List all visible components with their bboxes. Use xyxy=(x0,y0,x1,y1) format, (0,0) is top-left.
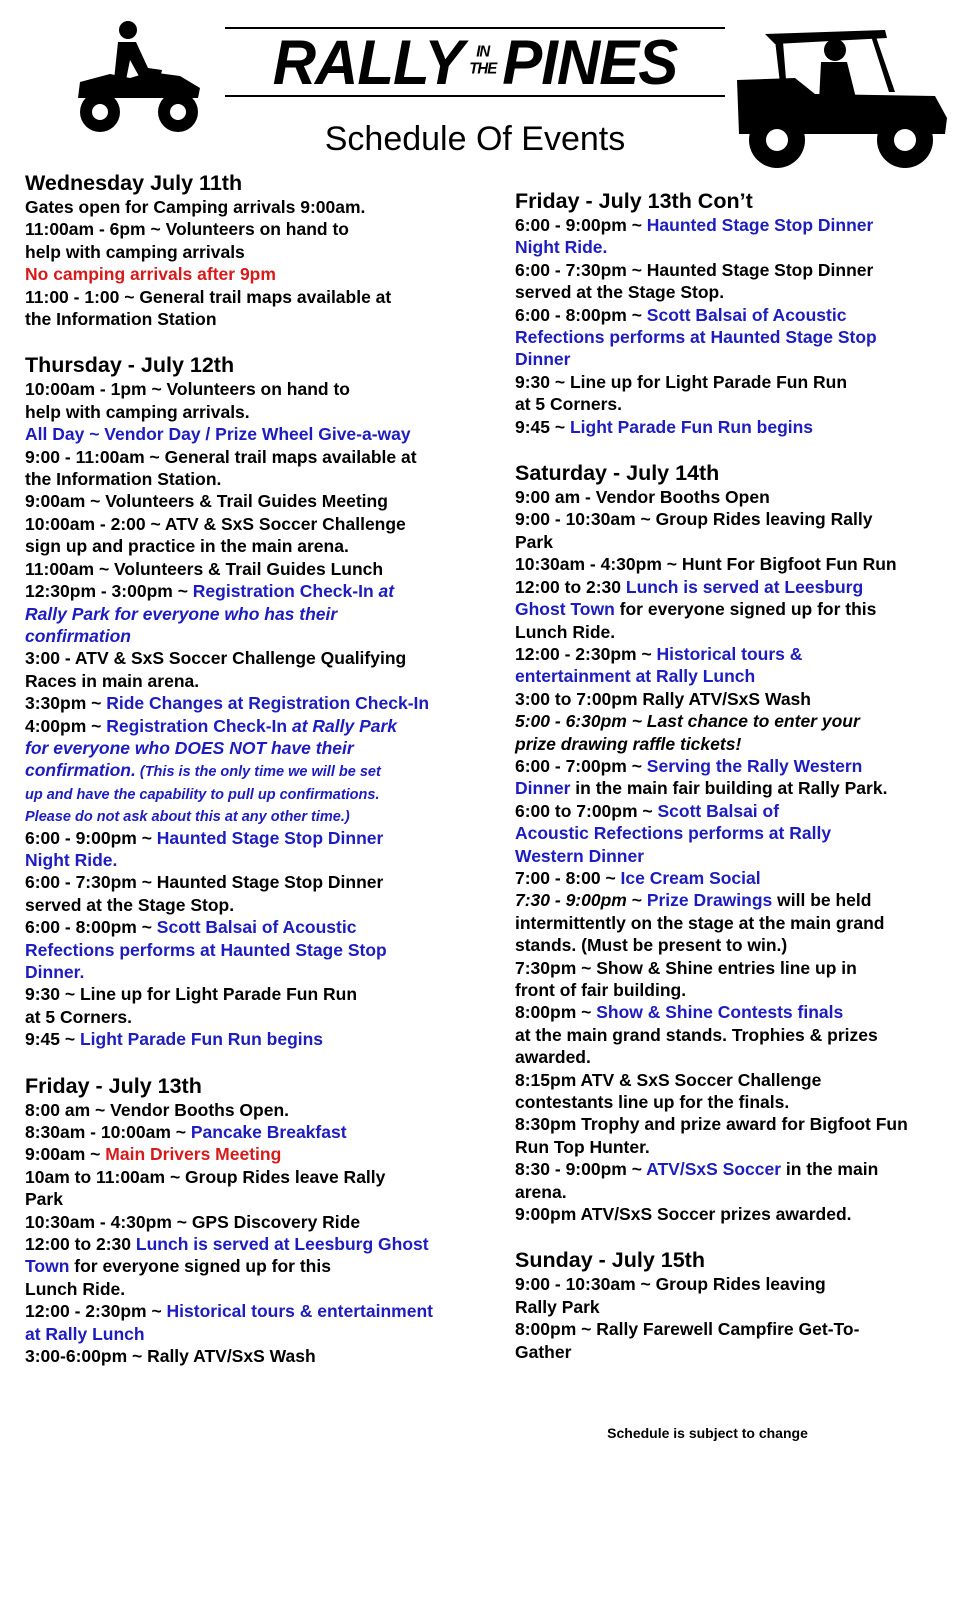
schedule-line xyxy=(25,782,490,804)
schedule-text-blue: Haunted Stage Stop Dinner xyxy=(646,215,874,235)
schedule-text: 12:30pm - 3:00pm ~ xyxy=(25,581,193,602)
schedule-text: at 5 Corners. xyxy=(515,394,622,415)
schedule-line xyxy=(25,849,490,871)
schedule-text: 8:30 - 9:00pm ~ xyxy=(515,1159,647,1180)
schedule-left-column xyxy=(25,170,490,1390)
schedule-line xyxy=(25,1188,490,1210)
schedule-line xyxy=(515,1318,955,1340)
schedule-line xyxy=(515,508,955,530)
schedule-text: at 5 Corners. xyxy=(25,1006,132,1027)
schedule-text: Park xyxy=(515,531,553,552)
schedule-text-blue: Scott Balsai of Acoustic xyxy=(156,917,357,938)
schedule-line xyxy=(515,326,955,348)
schedule-line xyxy=(25,401,490,423)
schedule-text-blue: Western Dinner xyxy=(515,845,645,866)
schedule-line xyxy=(515,979,955,1001)
day-heading: Wednesday July 11th xyxy=(25,171,243,195)
schedule-text-blue: Registration Check-In xyxy=(192,581,374,602)
schedule-line xyxy=(25,1166,490,1188)
day-section-thursday-july-12th xyxy=(25,352,490,1050)
day-heading: Saturday - July 14th xyxy=(515,461,720,486)
schedule-text: in the main xyxy=(781,1159,879,1180)
schedule-line xyxy=(515,845,955,867)
schedule-line xyxy=(25,737,490,759)
schedule-line xyxy=(515,1001,955,1023)
schedule-text: 10:30am - 4:30pm ~ GPS Discovery Ride xyxy=(25,1211,361,1232)
schedule-text: front of fair building. xyxy=(515,980,687,1000)
schedule-text-blue: Night Ride. xyxy=(25,849,118,870)
schedule-line xyxy=(25,1300,490,1322)
schedule-line xyxy=(515,598,955,620)
title-the: THE xyxy=(469,59,497,78)
schedule-text: 10:00am - 1pm ~ Volunteers on hand to xyxy=(25,379,350,400)
schedule-line xyxy=(25,827,490,849)
schedule-line xyxy=(515,416,955,438)
schedule-line xyxy=(25,378,490,400)
schedule-line xyxy=(515,1136,955,1158)
title-rally: RALLY xyxy=(272,27,464,98)
schedule-line xyxy=(25,535,490,557)
schedule-text: 12:00 to 2:30 xyxy=(25,1234,136,1255)
schedule-line xyxy=(25,1099,490,1121)
schedule-text-blue-note: up and have the capability to pull up confirmations. xyxy=(25,786,380,803)
schedule-text: 9:00 am - Vendor Booths Open xyxy=(515,487,770,508)
schedule-line xyxy=(515,259,955,281)
schedule-line xyxy=(515,1181,955,1203)
schedule-line xyxy=(515,1296,955,1318)
schedule-line xyxy=(25,1278,490,1300)
schedule-text: 9:30 ~ Line up for Light Parade Fun Run xyxy=(515,371,848,392)
schedule-text: in the main fair building at Rally Park. xyxy=(570,778,888,799)
schedule-line xyxy=(25,286,490,308)
schedule-text-blue: Pancake Breakfast xyxy=(190,1122,347,1143)
schedule-line xyxy=(25,1006,490,1028)
schedule-line xyxy=(515,621,955,643)
schedule-text-blue: Dinner. xyxy=(25,962,85,982)
schedule-text: awarded. xyxy=(515,1047,591,1068)
schedule-text-blue-it: confirmation. xyxy=(25,760,136,781)
title-bottom-rule xyxy=(225,95,725,97)
schedule-line xyxy=(515,1046,955,1068)
schedule-line xyxy=(515,576,955,598)
schedule-text-red: Main Drivers Meeting xyxy=(105,1144,282,1165)
day-section-friday-july-13th-con-t xyxy=(515,188,955,438)
schedule-text: 6:00 - 8:00pm ~ xyxy=(515,304,647,325)
schedule-text: 7:00 - 8:00 ~ xyxy=(515,867,621,888)
schedule-line xyxy=(25,1255,490,1277)
day-section-wednesday-july-11th xyxy=(25,170,490,330)
schedule-text: ~ xyxy=(626,890,647,911)
schedule-line xyxy=(25,263,490,285)
event-title xyxy=(225,25,725,158)
schedule-text: intermittently on the stage at the main grand xyxy=(515,912,885,933)
schedule-line xyxy=(25,241,490,263)
schedule-line xyxy=(25,490,490,512)
schedule-line xyxy=(25,692,490,714)
schedule-text-blue: Dinner xyxy=(515,778,571,799)
schedule-line xyxy=(25,894,490,916)
schedule-text-blue: Haunted Stage Stop Dinner xyxy=(156,827,384,848)
schedule-text-blue: Night Ride. xyxy=(515,237,608,258)
schedule-line xyxy=(515,934,955,956)
schedule-line xyxy=(515,214,955,236)
schedule-text: at the main grand stands. Trophies & prizes xyxy=(515,1024,878,1045)
schedule-line xyxy=(515,822,955,844)
schedule-line xyxy=(25,603,490,625)
schedule-line xyxy=(25,468,490,490)
day-heading: Thursday - July 12th xyxy=(25,353,235,378)
day-section-friday-july-13th xyxy=(25,1073,490,1368)
schedule-text: 6:00 - 7:30pm ~ Haunted Stage Stop Dinner xyxy=(25,872,384,893)
schedule-text-red: No camping arrivals after 9pm xyxy=(25,264,276,285)
schedule-text-it: 5:00 - 6:30pm ~ Last chance to enter your xyxy=(515,711,860,732)
schedule-text: Run Top Hunter. xyxy=(515,1136,650,1157)
schedule-text-blue: ATV/SxS Soccer xyxy=(646,1159,782,1180)
schedule-text: Lunch Ride. xyxy=(25,1278,126,1299)
schedule-text: 9:00 - 10:30am ~ Group Rides leaving xyxy=(515,1274,826,1295)
schedule-text-blue: Scott Balsai of Acoustic xyxy=(646,304,847,325)
schedule-line xyxy=(515,531,955,553)
title-pines: PINES xyxy=(502,27,678,98)
schedule-text-blue: Historical tours & entertainment xyxy=(166,1301,433,1322)
day-heading: Sunday - July 15th xyxy=(515,1248,705,1273)
schedule-text: 8:00pm ~ Rally Farewell Campfire Get-To- xyxy=(515,1319,860,1340)
schedule-line xyxy=(25,939,490,961)
schedule-line xyxy=(515,1203,955,1225)
schedule-text: 8:15pm ATV & SxS Soccer Challenge xyxy=(515,1069,822,1090)
schedule-line xyxy=(515,348,955,370)
schedule-text: 9:00am ~ xyxy=(25,1144,106,1165)
schedule-text: the Information Station. xyxy=(25,469,222,490)
schedule-text: 3:00 - ATV & SxS Soccer Challenge Qualifying xyxy=(25,648,407,669)
schedule-text-blue: Show & Shine Contests finals xyxy=(596,1002,844,1023)
schedule-line xyxy=(515,957,955,979)
schedule-line xyxy=(25,1323,490,1345)
schedule-text: 6:00 - 7:30pm ~ Haunted Stage Stop Dinner xyxy=(515,259,874,280)
schedule-line xyxy=(515,912,955,934)
day-heading: Friday - July 13th Con’t xyxy=(515,189,753,213)
schedule-line xyxy=(515,665,955,687)
schedule-line xyxy=(515,800,955,822)
schedule-text: 4:00pm ~ xyxy=(25,715,107,736)
schedule-text: 12:00 - 2:30pm ~ xyxy=(515,643,657,664)
schedule-text-blue-it: Rally Park for everyone who has their xyxy=(25,603,338,624)
schedule-text: 9:00am ~ Volunteers & Trail Guides Meeting xyxy=(25,491,388,512)
schedule-line xyxy=(25,715,490,737)
schedule-text: 6:00 - 9:00pm ~ xyxy=(515,215,647,235)
schedule-text-blue: Ride Changes at Registration Check-In xyxy=(106,693,430,714)
schedule-line xyxy=(25,1345,490,1367)
schedule-line xyxy=(25,196,490,218)
schedule-text: 3:00 to 7:00pm Rally ATV/SxS Wash xyxy=(515,688,811,709)
day-heading: Friday - July 13th xyxy=(25,1073,202,1098)
schedule-line xyxy=(515,236,955,258)
schedule-text: the Information Station xyxy=(25,309,217,330)
schedule-text-blue: Light Parade Fun Run begins xyxy=(569,416,814,437)
day-section-saturday-july-14th xyxy=(515,460,955,1225)
schedule-line xyxy=(515,1341,955,1363)
schedule-text-blue: Scott Balsai of xyxy=(657,800,780,821)
schedule-text: contestants line up for the finals. xyxy=(515,1092,790,1113)
schedule-text: Rally Park xyxy=(515,1296,600,1317)
schedule-text: 9:00pm ATV/SxS Soccer prizes awarded. xyxy=(515,1204,852,1225)
schedule-line xyxy=(25,308,490,330)
schedule-line xyxy=(515,733,955,755)
schedule-line xyxy=(515,688,955,710)
schedule-text: 12:00 to 2:30 xyxy=(515,576,626,597)
schedule-text: 6:00 - 7:00pm ~ xyxy=(515,755,647,776)
schedule-text: 8:00pm ~ xyxy=(515,1002,597,1023)
schedule-line xyxy=(515,889,955,911)
schedule-text: 8:30pm Trophy and prize award for Bigfoot Fun xyxy=(515,1114,908,1135)
schedule-text: for everyone signed up for this xyxy=(614,599,877,620)
schedule-text-blue-note: (This is the only time we will be set xyxy=(135,764,381,781)
schedule-text-it: prize drawing raffle tickets! xyxy=(515,733,742,754)
schedule-line xyxy=(25,1143,490,1165)
schedule-text: Park xyxy=(25,1189,63,1210)
schedule-line xyxy=(25,1233,490,1255)
schedule-line xyxy=(515,1024,955,1046)
schedule-text-blue: Ghost Town xyxy=(515,599,615,620)
schedule-text: 6:00 - 9:00pm ~ xyxy=(25,827,157,848)
schedule-text: 12:00 - 2:30pm ~ xyxy=(25,1301,167,1322)
schedule-line xyxy=(25,1211,490,1233)
schedule-line xyxy=(25,961,490,983)
schedule-text: 6:00 - 8:00pm ~ xyxy=(25,917,157,938)
schedule-text: served at the Stage Stop. xyxy=(515,282,725,303)
schedule-text: Lunch Ride. xyxy=(515,621,616,642)
schedule-line xyxy=(515,1113,955,1135)
side-by-side-rider-icon xyxy=(735,22,950,172)
schedule-text: 11:00am - 6pm ~ Volunteers on hand to xyxy=(25,219,349,240)
schedule-line xyxy=(25,558,490,580)
schedule-text-blue: Town xyxy=(25,1256,70,1277)
schedule-line xyxy=(25,759,490,781)
schedule-line xyxy=(515,553,955,575)
schedule-text: 3:00-6:00pm ~ Rally ATV/SxS Wash xyxy=(25,1346,316,1367)
schedule-text: stands. (Must be present to win.) xyxy=(515,935,788,956)
schedule-text: 9:00 - 10:30am ~ Group Rides leaving Rally xyxy=(515,509,873,530)
schedule-text-blue: Historical tours & xyxy=(656,643,803,664)
schedule-line xyxy=(515,1273,955,1295)
schedule-line xyxy=(25,647,490,669)
schedule-line xyxy=(515,710,955,732)
schedule-text-blue: Dinner xyxy=(515,349,571,370)
schedule-line xyxy=(515,371,955,393)
atv-rider-icon xyxy=(70,20,205,135)
title-in-the xyxy=(469,44,496,78)
schedule-line xyxy=(25,983,490,1005)
schedule-text: 3:30pm ~ xyxy=(25,693,107,714)
schedule-text-it: 7:30 - 9:00pm xyxy=(515,890,627,911)
schedule-text-blue-it: confirmation xyxy=(25,625,131,646)
schedule-text-blue: Acoustic Refections performs at Rally xyxy=(515,823,832,844)
schedule-text: 11:00 - 1:00 ~ General trail maps available at xyxy=(25,286,392,307)
schedule-text-blue: All Day ~ Vendor Day / Prize Wheel Give-a-way xyxy=(25,424,411,445)
schedule-text: help with camping arrivals. xyxy=(25,401,250,422)
schedule-line xyxy=(515,393,955,415)
schedule-line xyxy=(515,304,955,326)
schedule-line xyxy=(25,1121,490,1143)
schedule-text-blue: entertainment at Rally Lunch xyxy=(515,666,756,687)
schedule-text-blue: Serving the Rally Western xyxy=(646,755,863,776)
schedule-text-blue-it: for everyone who DOES NOT have their xyxy=(25,737,354,758)
schedule-line xyxy=(515,281,955,303)
schedule-text: help with camping arrivals xyxy=(25,241,245,262)
schedule-text-blue: Lunch is served at Leesburg Ghost xyxy=(135,1234,429,1255)
schedule-line xyxy=(515,777,955,799)
schedule-line xyxy=(25,625,490,647)
schedule-line xyxy=(25,423,490,445)
schedule-text: sign up and practice in the main arena. xyxy=(25,536,349,557)
disclaimer: Schedule is subject to change xyxy=(607,1425,808,1441)
schedule-text: 8:00 am ~ Vendor Booths Open. xyxy=(25,1099,290,1120)
schedule-text: 6:00 to 7:00pm ~ xyxy=(515,800,658,821)
schedule-line xyxy=(25,513,490,535)
schedule-line xyxy=(515,643,955,665)
schedule-text: 7:30pm ~ Show & Shine entries line up in xyxy=(515,957,857,978)
schedule-text-blue: at Rally Lunch xyxy=(25,1323,145,1344)
schedule-text: 10:30am - 4:30pm ~ Hunt For Bigfoot Fun Run xyxy=(515,554,897,575)
schedule-text: 9:45 ~ xyxy=(25,1029,80,1050)
schedule-line xyxy=(25,218,490,240)
schedule-text: 8:30am - 10:00am ~ xyxy=(25,1122,191,1143)
schedule-text-blue: Refections performs at Haunted Stage Stop xyxy=(25,939,387,960)
schedule-line xyxy=(515,1069,955,1091)
schedule-line xyxy=(25,916,490,938)
schedule-text-blue: Registration Check-In xyxy=(106,715,288,736)
title-wordmark xyxy=(225,29,725,96)
schedule-text-blue: Lunch is served at Leesburg xyxy=(625,576,864,597)
schedule-text: 10:00am - 2:00 ~ ATV & SxS Soccer Challenge xyxy=(25,513,406,534)
schedule-text: Gather xyxy=(515,1341,572,1362)
schedule-line xyxy=(515,1158,955,1180)
schedule-text-blue: Light Parade Fun Run begins xyxy=(79,1029,324,1050)
schedule-text: 10am to 11:00am ~ Group Rides leave Rally xyxy=(25,1166,386,1187)
schedule-line xyxy=(25,580,490,602)
schedule-right-column xyxy=(515,188,955,1385)
schedule-line xyxy=(515,755,955,777)
schedule-text: arena. xyxy=(515,1181,567,1202)
schedule-text: 9:30 ~ Line up for Light Parade Fun Run xyxy=(25,984,358,1005)
schedule-line xyxy=(25,871,490,893)
schedule-line xyxy=(25,804,490,826)
schedule-text-blue-note: Please do not ask about this at any other time.) xyxy=(25,809,350,826)
schedule-text: 11:00am ~ Volunteers & Trail Guides Lunch xyxy=(25,558,384,579)
schedule-line xyxy=(515,1091,955,1113)
schedule-line xyxy=(25,446,490,468)
schedule-line xyxy=(25,1028,490,1050)
page-subtitle: Schedule Of Events xyxy=(324,120,626,158)
schedule-text-blue-it: at Rally Park xyxy=(287,715,398,736)
schedule-text: 9:45 ~ xyxy=(515,416,570,437)
schedule-text-blue: Ice Cream Social xyxy=(620,867,761,888)
day-section-sunday-july-15th xyxy=(515,1247,955,1363)
schedule-text: Gates open for Camping arrivals 9:00am. xyxy=(25,197,366,217)
schedule-text: served at the Stage Stop. xyxy=(25,894,235,915)
schedule-text-blue: Prize Drawings xyxy=(646,890,773,911)
schedule-line xyxy=(515,486,955,508)
schedule-text: 9:00 - 11:00am ~ General trail maps available at xyxy=(25,446,417,467)
schedule-text: Races in main arena. xyxy=(25,670,200,691)
schedule-line xyxy=(515,867,955,889)
title-in: IN xyxy=(476,43,490,61)
schedule-text: will be held xyxy=(772,890,872,911)
schedule-text-blue: Refections performs at Haunted Stage Stop xyxy=(515,327,877,348)
schedule-line xyxy=(25,670,490,692)
schedule-text-blue-it: at xyxy=(373,581,395,602)
schedule-text: for everyone signed up for this xyxy=(69,1256,331,1277)
